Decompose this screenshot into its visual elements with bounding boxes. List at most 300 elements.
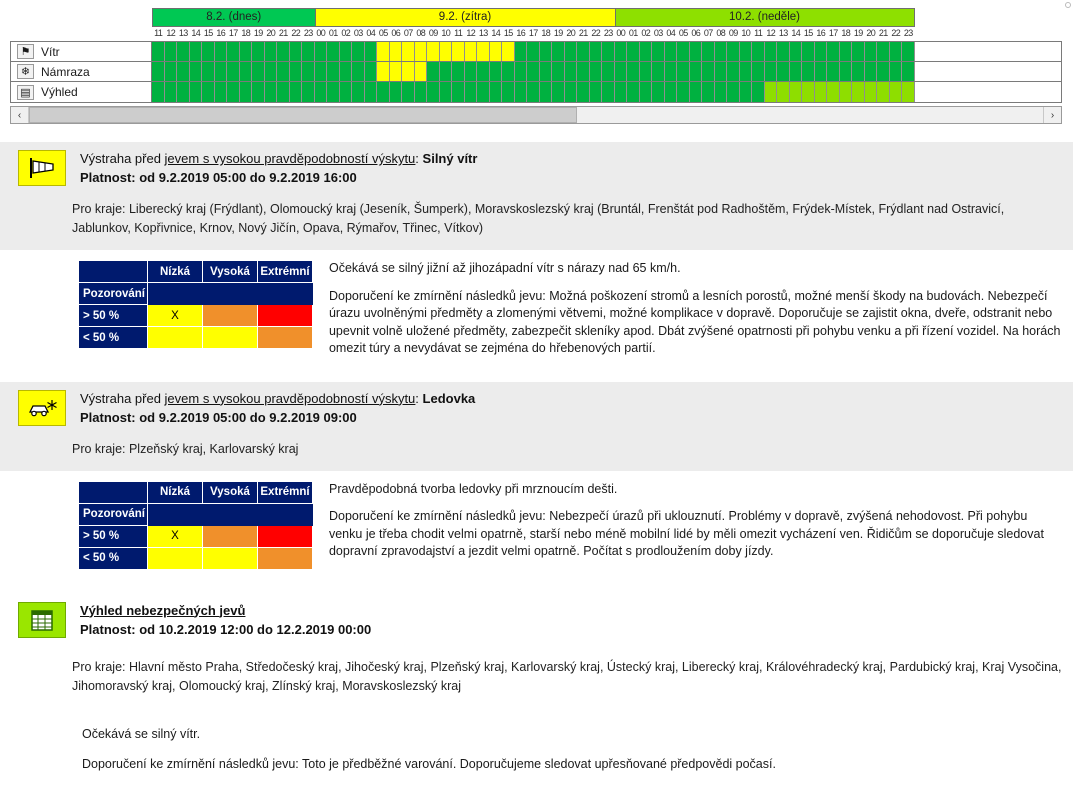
timeline-cell[interactable] [602,82,615,102]
timeline-cell[interactable] [190,62,203,81]
timeline-cell[interactable] [865,82,878,102]
timeline-hour-label: 08 [716,28,726,38]
timeline-hour-label: 18 [241,28,251,38]
warning-title-prefix: Výstraha před [80,151,165,166]
timeline-hour-label: 22 [291,28,301,38]
timeline-hour-label: 19 [853,28,863,38]
matrix-column-header: Vysoká [202,261,257,283]
ice-car-icon: ❄ [17,64,34,79]
timeline-day-header [152,8,1063,27]
timeline-cell[interactable] [390,82,403,102]
warning-title-prefix: Výstraha před [80,390,165,406]
timeline-hour-label: 23 [303,28,313,38]
timeline-cell[interactable] [177,42,190,61]
outlook-header [0,594,1073,648]
timeline-cell[interactable] [665,42,678,61]
warning-validity-value: od 9.2.2019 05:00 do 9.2.2019 09:00 [139,409,357,425]
timeline-cell[interactable] [477,82,490,102]
timeline-cell[interactable] [465,82,478,102]
warning-title-sep: : [415,390,423,406]
timeline-cell[interactable] [590,82,603,102]
warning-title [80,391,1063,406]
matrix-row-header: < 50 % [79,547,148,569]
timeline-hour-label: 03 [353,28,363,38]
timeline-cell[interactable] [377,62,390,81]
timeline-cell[interactable] [302,42,315,61]
timeline-cell[interactable] [740,42,753,61]
timeline-cell[interactable] [502,42,515,61]
matrix-spacer-cell [147,503,202,525]
timeline-cell[interactable] [227,82,240,102]
timeline-hour-label: 18 [541,28,551,38]
timeline-cell[interactable] [652,42,665,61]
timeline-cell[interactable] [640,82,653,102]
timeline-cell[interactable] [490,42,503,61]
timeline-hour-label: 20 [266,28,276,38]
timeline-cell[interactable] [440,62,453,81]
warning-validity-label: Platnost: [80,409,140,425]
timeline-cell[interactable] [852,42,865,61]
timeline-cell[interactable] [827,42,840,61]
timeline-cell[interactable] [165,42,178,61]
timeline-cell[interactable] [540,82,553,102]
timeline-cell[interactable] [327,62,340,81]
timeline-cell[interactable] [415,82,428,102]
timeline-cell[interactable] [590,62,603,81]
outlook-validity-label: Platnost: [80,621,140,637]
timeline-cell[interactable] [265,82,278,102]
timeline-hour-label: 14 [791,28,801,38]
timeline-cell[interactable] [715,62,728,81]
timeline-cell[interactable] [427,62,440,81]
timeline-cell[interactable] [365,62,378,81]
timeline-cell[interactable] [740,62,753,81]
timeline-cell[interactable] [340,82,353,102]
warning-text [329,260,1063,358]
warning-body [0,250,1073,364]
timeline-cell[interactable] [152,62,165,81]
timeline-hour-label: 13 [778,28,788,38]
timeline-cell[interactable] [827,62,840,81]
timeline-cell[interactable] [577,42,590,61]
timeline-hour-label: 05 [378,28,388,38]
timeline-cell[interactable] [615,62,628,81]
timeline-hour-label: 16 [216,28,226,38]
matrix-row-header: > 50 % [79,525,148,547]
timeline-cell[interactable] [440,42,453,61]
timeline-cell[interactable] [552,62,565,81]
timeline-cell[interactable] [690,62,703,81]
matrix-cell[interactable] [202,305,257,327]
timeline-cell[interactable] [765,82,778,102]
ice-car-icon [18,390,66,426]
timeline-cell[interactable] [202,82,215,102]
timeline-cell[interactable] [240,82,253,102]
warning-regions: Pro kraje: Liberecký kraj (Frýdlant), Olomoucký kraj (Jeseník, Šumperk), Moravskoslezský kraj (Bruntál, Frenštát pod Radhoštěm, Frýdek-Místek, Frýdlant nad Ostravicí, Jablunkov, Kopřivnice, Krnov, Nový Jičín, Opava, Rýmařov, Třinec, Vítkov) [0,196,1073,250]
timeline-cell[interactable] [527,42,540,61]
scroll-right-button[interactable]: › [1043,107,1061,123]
timeline-cell[interactable] [252,42,265,61]
timeline-cell[interactable] [452,82,465,102]
timeline-cell[interactable] [627,62,640,81]
timeline-cell[interactable] [265,42,278,61]
timeline-cell[interactable] [640,62,653,81]
matrix-cell[interactable]: X [147,305,202,327]
weather-warning [0,382,1073,576]
timeline-cell[interactable] [790,82,803,102]
timeline-cell[interactable] [315,82,328,102]
timeline-row-name: Vítr [41,44,60,59]
matrix-cell[interactable] [257,525,312,547]
matrix-cell[interactable] [147,327,202,349]
timeline-cell[interactable] [640,42,653,61]
warning-phenomenon: Silný vítr [422,151,478,166]
timeline-hour-label: 16 [516,28,526,38]
timeline-cell[interactable] [340,62,353,81]
outlook-block [0,594,1073,788]
timeline-cell[interactable] [290,62,303,81]
timeline-cell[interactable] [777,42,790,61]
timeline-cell[interactable] [590,42,603,61]
timeline-cell[interactable] [815,42,828,61]
timeline-cell[interactable] [152,42,165,61]
timeline-cell[interactable] [415,42,428,61]
timeline-cell[interactable] [890,62,903,81]
timeline-cell[interactable] [452,62,465,81]
timeline-cell[interactable] [177,82,190,102]
warning-title-link[interactable]: jevem s vysokou pravděpodobností výskytu [164,390,416,406]
weather-warning [0,142,1073,364]
timeline-hour-label: 07 [703,28,713,38]
timeline-cell[interactable] [840,62,853,81]
timeline-cell[interactable] [327,42,340,61]
timeline-cell[interactable] [315,42,328,61]
matrix-cell[interactable] [147,547,202,569]
timeline-cell[interactable] [427,42,440,61]
timeline-cell[interactable] [565,42,578,61]
timeline-cell[interactable] [727,42,740,61]
timeline-cell[interactable] [477,42,490,61]
timeline-row [11,62,1061,82]
timeline-cell[interactable] [852,62,865,81]
timeline-cell[interactable] [377,42,390,61]
timeline-cell[interactable] [165,82,178,102]
timeline-cell[interactable] [702,82,715,102]
timeline-cell[interactable] [277,62,290,81]
matrix-row-header: > 50 % [79,305,148,327]
timeline-cell[interactable] [715,82,728,102]
timeline-cell[interactable] [477,62,490,81]
timeline-row-label [11,82,152,102]
timeline-hour-label: 04 [666,28,676,38]
timeline-hour-label: 02 [341,28,351,38]
timeline-cell[interactable] [840,42,853,61]
timeline-hour-label: 15 [503,28,513,38]
timeline-cell[interactable] [765,42,778,61]
matrix-cell[interactable] [257,547,312,569]
timeline-cell[interactable] [752,62,765,81]
timeline-row [11,82,1061,102]
warning-title-link[interactable]: jevem s vysokou pravděpodobností výskytu [164,151,416,166]
timeline-cell[interactable] [677,62,690,81]
matrix-cell[interactable] [202,327,257,349]
matrix-row-title: Pozorování [79,283,148,305]
timeline-cell[interactable] [652,62,665,81]
warning-title-sep: : [415,151,423,166]
timeline-cell[interactable] [365,42,378,61]
matrix-cell[interactable] [202,525,257,547]
timeline-cell[interactable] [777,62,790,81]
calendar-icon [18,602,66,638]
timeline-cell[interactable] [840,82,853,102]
timeline-scrollbar[interactable] [10,106,1062,124]
timeline-cell[interactable] [215,82,228,102]
timeline-cell[interactable] [302,62,315,81]
timeline-cell[interactable] [752,82,765,102]
timeline-cell[interactable] [765,62,778,81]
timeline-cell[interactable] [390,62,403,81]
timeline-hour-label: 21 [278,28,288,38]
timeline-cell[interactable] [502,62,515,81]
timeline-cell[interactable] [815,82,828,102]
timeline-cell[interactable] [902,62,915,81]
timeline-cell[interactable] [515,82,528,102]
timeline-hour-label: 01 [328,28,338,38]
timeline-hour-label: 11 [454,28,463,38]
timeline-cell[interactable] [352,62,365,81]
warning-phenomenon: Ledovka [422,390,476,406]
warning-paragraph: Doporučení ke zmírnění následků jevu: Možná poškození stromů a lesních porostů, možné menší škody na budovách. Nebezpečí úrazu uvolněnými předměty a zlomenými větvemi, možné komplikace v dopravě. Doporučuje se zajistit okna, dveře, odstranit nebo upevnit volně uložené předměty, zabezpečit skleníky apod. Dbát zvýšené opatrnosti při pohybu venku a při řízení vozidel. Na horách omezit túry a nevydávat se zejména do hřebenových partií. [328,288,1061,355]
matrix-row [79,305,313,327]
matrix-row-header: < 50 % [79,327,148,349]
timeline-cell[interactable] [227,42,240,61]
timeline-cell[interactable] [615,42,628,61]
outlook-regions: Pro kraje: Hlavní město Praha, Středočeský kraj, Jihočeský kraj, Plzeňský kraj, Karlovarský kraj, Ústecký kraj, Liberecký kraj, Královéhradecký kraj, Pardubický kraj, Kraj Vysočina, Jihomoravský kraj, Olomoucký kraj, Zlínský kraj, Moravskoslezský kraj [0,648,1073,708]
timeline-cell[interactable] [602,62,615,81]
matrix-spacer-cell [202,503,257,525]
timeline-cell[interactable] [827,82,840,102]
timeline-hour-label: 04 [366,28,376,38]
timeline-cell[interactable] [290,82,303,102]
timeline-cell[interactable] [215,42,228,61]
matrix-cell[interactable]: X [147,525,202,547]
matrix-spacer-cell [147,283,202,305]
timeline-cell[interactable] [677,82,690,102]
timeline-cell[interactable] [190,82,203,102]
timeline-cell[interactable] [527,82,540,102]
timeline-cell[interactable] [865,62,878,81]
timeline-cell[interactable] [402,82,415,102]
timeline-hour-header [152,27,1063,41]
timeline-cell[interactable] [352,82,365,102]
timeline-hour-label: 01 [628,28,638,38]
timeline-cell[interactable] [190,42,203,61]
wind-sock-icon [18,150,66,186]
warning-regions: Pro kraje: Plzeňský kraj, Karlovarský kraj [0,436,1073,471]
timeline-cell[interactable] [490,62,503,81]
timeline-cell[interactable] [265,62,278,81]
timeline-cell[interactable] [465,42,478,61]
scrollbar-track[interactable] [29,107,1043,123]
timeline-hour-label: 17 [228,28,238,38]
timeline-cell[interactable] [665,82,678,102]
timeline-cell[interactable] [552,82,565,102]
timeline-cell[interactable] [377,82,390,102]
timeline-hour-label: 21 [578,28,588,38]
timeline-cell[interactable] [302,82,315,102]
timeline-cell[interactable] [577,82,590,102]
timeline-cell[interactable] [240,42,253,61]
timeline-cell[interactable] [890,42,903,61]
timeline-cell[interactable] [565,82,578,102]
timeline-cell[interactable] [515,62,528,81]
timeline-cell[interactable] [777,82,790,102]
timeline-cell[interactable] [352,42,365,61]
timeline-day-1: 9.2. (zítra) [315,8,615,27]
timeline-cell[interactable] [327,82,340,102]
timeline-cell[interactable] [177,62,190,81]
timeline-cell[interactable] [627,82,640,102]
timeline-cell[interactable] [877,42,890,61]
timeline-hour-label: 06 [391,28,401,38]
timeline-cell[interactable] [877,82,890,102]
timeline-cell[interactable] [802,62,815,81]
timeline-hour-label: 20 [866,28,876,38]
matrix-corner [79,261,148,283]
timeline-cell[interactable] [365,82,378,102]
matrix-spacer-cell [202,283,257,305]
timeline-cell[interactable] [427,82,440,102]
scrollbar-thumb[interactable] [29,107,577,123]
timeline-cell[interactable] [727,82,740,102]
timeline-cell[interactable] [677,42,690,61]
timeline-cell[interactable] [902,42,915,61]
timeline-cell[interactable] [790,42,803,61]
timeline-cell[interactable] [902,82,915,102]
timeline-cell[interactable] [752,42,765,61]
timeline-cell[interactable] [877,62,890,81]
timeline-cell[interactable] [440,82,453,102]
matrix-cell[interactable] [257,305,312,327]
outlook-title[interactable]: Výhled nebezpečných jevů [80,602,246,618]
timeline-day-0: 8.2. (dnes) [152,8,315,27]
timeline-cell[interactable] [202,62,215,81]
timeline-cell[interactable] [227,62,240,81]
timeline-hour-label: 00 [616,28,626,38]
timeline-cell[interactable] [402,62,415,81]
timeline-cell[interactable] [690,82,703,102]
timeline-cell[interactable] [615,82,628,102]
timeline-cell[interactable] [577,62,590,81]
outlook-text [0,708,1073,788]
timeline-cell[interactable] [340,42,353,61]
timeline-hour-label: 03 [653,28,663,38]
timeline-cell[interactable] [740,82,753,102]
matrix-row-title: Pozorování [79,503,148,525]
timeline-hour-label: 06 [691,28,701,38]
timeline-cell[interactable] [552,42,565,61]
matrix-cell[interactable] [257,327,312,349]
matrix-corner [79,481,148,503]
timeline-cell[interactable] [865,42,878,61]
timeline-cell[interactable] [277,82,290,102]
timeline-cell[interactable] [465,62,478,81]
timeline-cell[interactable] [815,62,828,81]
timeline-hour-label: 08 [416,28,426,38]
timeline-cell[interactable] [802,82,815,102]
timeline-cell[interactable] [702,62,715,81]
timeline-cell[interactable] [627,42,640,61]
risk-matrix [78,260,313,349]
timeline-cell[interactable] [565,62,578,81]
outlook-paragraph: Doporučení ke zmírnění následků jevu: Toto je předběžné varování. Doporučujeme sledovat upřesňované předpovědi počasí. [82,756,776,771]
timeline-hour-label: 23 [603,28,613,38]
timeline-cell[interactable] [390,42,403,61]
warning-paragraph: Očekává se silný jižní až jihozápadní vítr s nárazy nad 65 km/h. [328,261,681,275]
timeline-hour-label: 09 [728,28,738,38]
timeline-cell[interactable] [790,62,803,81]
timeline-cell[interactable] [240,62,253,81]
matrix-cell[interactable] [202,547,257,569]
timeline-cell[interactable] [540,62,553,81]
timeline-cell[interactable] [715,42,728,61]
warning-header [0,142,1073,196]
timeline-cell[interactable] [290,42,303,61]
timeline-row-label [11,62,152,81]
timeline-cell[interactable] [665,62,678,81]
timeline-cell[interactable] [277,42,290,61]
timeline-cell[interactable] [652,82,665,102]
timeline-hour-label: 19 [253,28,263,38]
timeline-cell[interactable] [402,42,415,61]
timeline-cell[interactable] [540,42,553,61]
timeline-cell[interactable] [252,82,265,102]
warning-list [0,142,1073,576]
timeline-cell[interactable] [152,82,165,102]
matrix-column-header: Nízká [147,261,202,283]
warning-validity-label: Platnost: [80,170,140,185]
matrix-column-header: Extrémní [257,261,312,283]
timeline-cell[interactable] [527,62,540,81]
timeline-cell[interactable] [490,82,503,102]
timeline-cell[interactable] [215,62,228,81]
timeline-cell[interactable] [202,42,215,61]
timeline-cell[interactable] [315,62,328,81]
timeline-cell[interactable] [852,82,865,102]
warning-text [329,481,1063,561]
corner-marker [1065,2,1071,8]
matrix-spacer-cell [257,503,312,525]
timeline-cell[interactable] [415,62,428,81]
timeline-cell[interactable] [690,42,703,61]
timeline-cell[interactable] [252,62,265,81]
timeline-cell[interactable] [165,62,178,81]
matrix-row [79,547,313,569]
timeline-cell[interactable] [802,42,815,61]
scroll-left-button[interactable]: ‹ [11,107,29,123]
timeline-cell[interactable] [727,62,740,81]
timeline-cell[interactable] [515,42,528,61]
timeline-cell[interactable] [452,42,465,61]
timeline-cell[interactable] [502,82,515,102]
timeline-cell[interactable] [890,82,903,102]
timeline-cell[interactable] [602,42,615,61]
timeline-hour-label: 07 [403,28,413,38]
timeline-hour-label: 10 [441,28,451,38]
wind-flag-icon: ⚑ [17,44,34,59]
timeline-hour-label: 17 [528,28,538,38]
timeline-cell[interactable] [702,42,715,61]
